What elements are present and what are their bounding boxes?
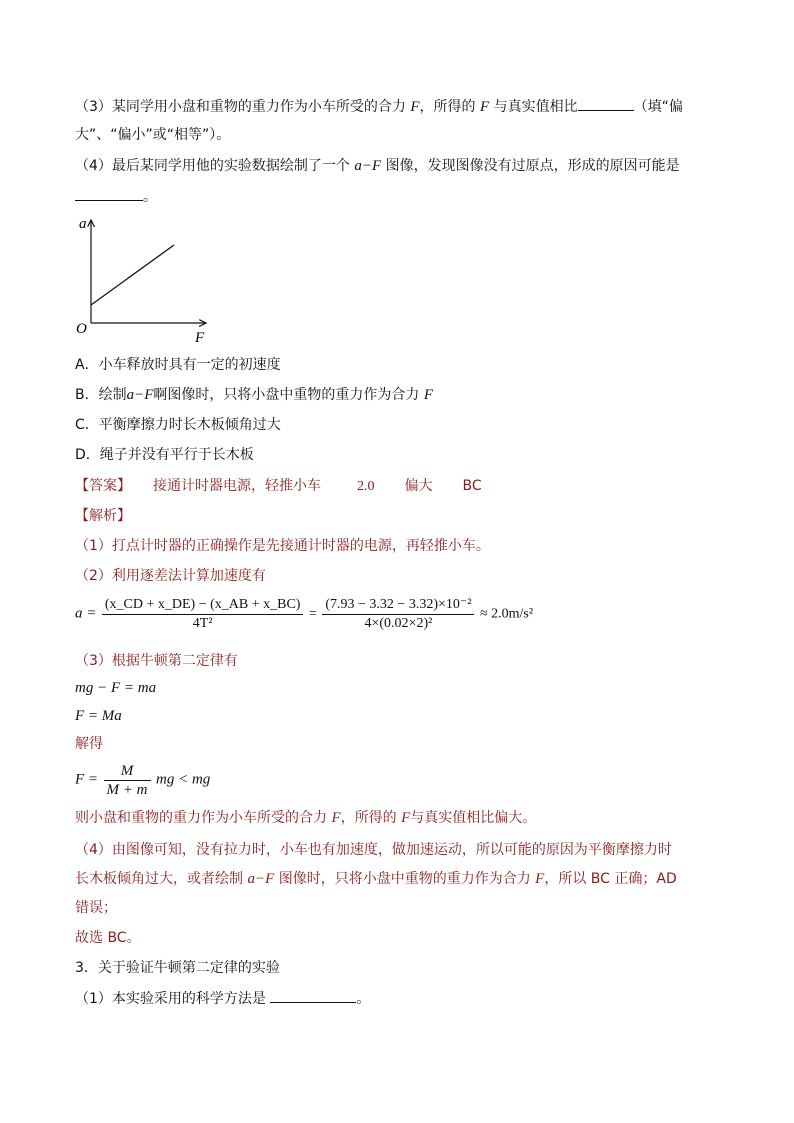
- option-c: C．平衡摩擦力时长木板倾角过大: [75, 417, 281, 433]
- acceleration-equation: a = $\frac{(x\_CD + x\_DE) - (x\_AB + x\_BC)}{\text{4T²}}$ = $\frac{\text{(7.93 − 3.32 − 3.32)×10⁻²}}{\text{4×(0.02×2)²}}$ ≈ 2.0m/s²: [75, 597, 534, 631]
- answer-tag: 【答案】: [75, 478, 131, 494]
- analysis-step4-line1: （4）由图像可知，没有拉力时，小车也有加速度，做加速运动，所以可能的原因为平衡摩擦力时: [75, 842, 672, 858]
- answer-blank[interactable]: [578, 96, 634, 111]
- analysis-step3: （3）根据牛顿第二定律有: [75, 653, 238, 669]
- answer-blank[interactable]: [270, 988, 356, 1003]
- var-f: F: [410, 99, 420, 115]
- graph-line: [91, 245, 174, 305]
- option-d: D．绳子并没有平行于长木板: [75, 447, 254, 463]
- answer-line: 【答案】 接通计时器电源，轻推小车 2.0 偏大 BC: [75, 478, 482, 494]
- equation-2: F = Ma: [75, 708, 122, 724]
- analysis-tag: 【解析】: [75, 508, 131, 524]
- q4-line2: 。: [75, 186, 157, 207]
- option-b: B．绘制a−F啊图像时，只将小盘中重物的重力作为合力 F: [75, 387, 434, 403]
- equation-3: F = $\frac{M}{M + m}$ mg < mg: [75, 763, 211, 798]
- x-axis-label: F: [195, 330, 205, 345]
- graph-name: a−F: [354, 158, 382, 174]
- analysis-step4-line4: 故选 BC。: [75, 930, 141, 946]
- var-f: F: [479, 99, 490, 115]
- q4-line1: （4）最后某同学用他的实验数据绘制了一个 a−F 图像，发现图像没有过原点，形成的原因可能是: [75, 158, 680, 174]
- equation-1: mg − F = ma: [75, 680, 157, 696]
- q3-line1: （3）某同学用小盘和重物的重力作为小车所受的合力 F，所得的 F 与真实值相比 （填“偏: [75, 96, 683, 117]
- question-3-title: 3．关于验证牛顿第二定律的实验: [75, 960, 280, 976]
- analysis-step3-conclusion: 则小盘和重物的重力作为小车所受的合力 F，所得的 F与真实值相比偏大。: [75, 810, 537, 826]
- a-f-graph: [70, 210, 220, 345]
- analysis-step4-line2: 长木板倾角过大，或者绘制 a−F 图像时，只将小盘中重物的重力作为合力 F，所以 BC 正确；AD: [75, 871, 677, 887]
- y-axis-label: a: [79, 216, 87, 232]
- option-a: A．小车释放时具有一定的初速度: [75, 357, 281, 373]
- answer-blank[interactable]: [75, 186, 143, 201]
- origin-label: O: [76, 321, 87, 337]
- analysis-step1: （1）打点计时器的正确操作是先接通计时器的电源，再轻推小车。: [75, 538, 490, 554]
- q3-line2: 大”、“偏小”或“相等”）。: [75, 127, 231, 143]
- question-3-sub1: （1）本实验采用的科学方法是 。: [75, 988, 370, 1009]
- analysis-step4-line3: 错误；: [75, 900, 117, 916]
- solve-label: 解得: [75, 736, 103, 752]
- analysis-step2: （2）利用逐差法计算加速度有: [75, 568, 266, 584]
